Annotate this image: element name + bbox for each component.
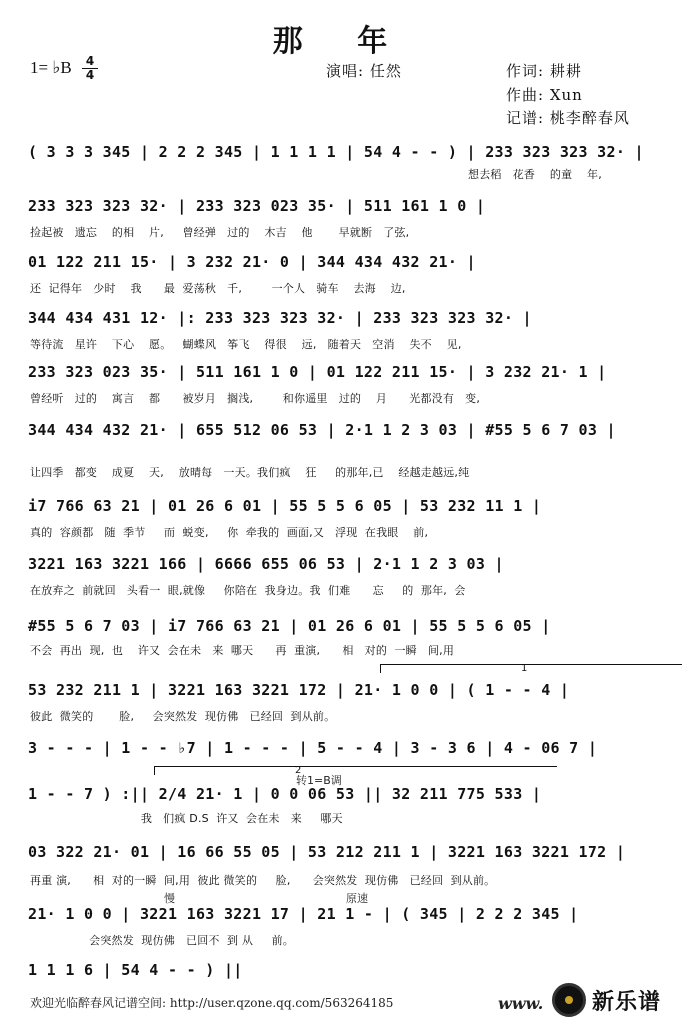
slow-tempo-marker: 慢 (164, 892, 175, 905)
lyric-line: 再重 演, 相 对的一瞬 间,用 彼此 微笑的 脸, 会突然发 现仿佛 已经回 到从前。 (30, 874, 496, 887)
score-row (28, 142, 654, 181)
transcriber-credit: 记谱: 桃李醉春风 (506, 109, 630, 127)
singer-credit: 演唱: 任然 (326, 62, 402, 80)
original-tempo-marker: 原速 (346, 892, 368, 905)
lyric-line: 在放弃之 前就回 头看一 眼,就像 你陪在 我身边。我 们难 忘 的 那年, 会 (30, 584, 466, 597)
music-disc-icon (552, 983, 586, 1017)
lyric-line: 让四季 都变 成夏 天, 放晴每 一天。我们疯 狂 的那年,已 经越走越远,纯 (30, 466, 470, 479)
score-row (28, 420, 654, 479)
footer-www: www. (498, 994, 544, 1013)
site-logo (552, 982, 676, 1018)
song-title: 那 年 (272, 24, 410, 59)
score-row (28, 252, 654, 295)
meter-bottom: 4 (85, 68, 95, 82)
notation-line: 233 323 023 35· | 511 161 1 0 | 01 122 211 15· | 3 232 21· 1 | (28, 363, 607, 381)
score-row (28, 680, 654, 723)
notation-line: #55 5 6 7 03 | i7 766 63 21 | 01 26 6 01 | 55 5 5 6 05 | (28, 617, 551, 635)
notation-line: 03 322 21· 01 | 16 66 55 05 | 53 212 211 1 | 3221 163 3221 172 | (28, 843, 626, 861)
notation-line: 21· 1 0 0 | 3221 163 3221 17 | 21 1 - | ( 345 | 2 2 2 345 | (28, 905, 579, 923)
notation-line: 53 232 211 1 | 3221 163 3221 172 | 21· 1 0 0 | ( 1 - - 4 | (28, 681, 570, 699)
notation-line: 233 323 323 32· | 233 323 023 35· | 511 161 1 0 | (28, 197, 486, 215)
lyric-line: 还 记得年 少时 我 最 爱荡秋 千, 一个人 骑车 去海 边, (30, 282, 406, 295)
key-signature: 1= ♭B (30, 58, 72, 77)
notation-line: 1 1 1 6 | 54 4 - - ) || (28, 961, 243, 979)
volta-2-label: 2 (295, 765, 302, 776)
score-row (28, 554, 654, 597)
lyric-line: 真的 容颜都 随 季节 而 蜕变, 你 牵我的 画面,又 浮现 在我眼 前, (30, 526, 429, 539)
lyric-line: 等待流 星许 下心 愿。 蝴蝶风 筝飞 得很 远, 随着天 空消 失不 见, (30, 338, 462, 351)
score-row (28, 842, 654, 887)
score-row (28, 308, 654, 351)
score-row (28, 738, 654, 762)
notation-line: 3 - - - | 1 - - ♭7 | 1 - - - | 5 - - 4 | 3 - 3 6 | 4 - 06 7 | (28, 739, 598, 757)
notation-line: 344 434 431 12· |: 233 323 323 32· | 233 323 323 32· | (28, 309, 532, 327)
score-row (28, 496, 654, 539)
volta-bracket-2 (154, 766, 557, 775)
notation-line: 344 434 432 21· | 655 512 06 53 | 2·1 1 2 3 03 | #55 5 6 7 03 | (28, 421, 616, 439)
lyric-line: 曾经听 过的 寓言 都 被岁月 搁浅, 和你遥里 过的 月 光都没有 变, (30, 392, 481, 405)
lyric-line: 想去稻 花香 的童 年, (468, 168, 602, 181)
notation-line: i7 766 63 21 | 01 26 6 01 | 55 5 5 6 05 | 53 232 11 1 | (28, 497, 542, 515)
lyric-line: 不会 再出 现, 也 许又 会在未 来 哪天 再 重演, 相 对的 一瞬 间,用 (30, 644, 455, 657)
lyric-line: 会突然发 现仿佛 已回不 到 从 前。 (30, 934, 294, 947)
notation-line: 01 122 211 15· | 3 232 21· 0 | 344 434 432 21· | (28, 253, 476, 271)
lyric-line: 我 们疯 D.S 许又 会在未 来 哪天 (30, 812, 343, 825)
score-row (28, 616, 654, 657)
volta-1-label: 1 (521, 663, 528, 674)
score-row (28, 784, 654, 825)
notation-line: ( 3 3 3 345 | 2 2 2 345 | 1 1 1 1 | 54 4 - - ) | 233 323 323 32· | (28, 143, 644, 161)
notation-line: 1 - - 7 ) :|| 2/4 21· 1 | 0 0 06 53 || 32 211 775 533 | (28, 785, 542, 803)
notation-line: 3221 163 3221 166 | 6666 655 06 53 | 2·1 1 2 3 03 | (28, 555, 504, 573)
time-signature (82, 56, 98, 81)
lyric-line: 彼此 微笑的 脸, 会突然发 现仿佛 已经回 到从前。 (30, 710, 336, 723)
meter-top: 4 (85, 54, 95, 68)
logo-text: 新乐谱 (592, 989, 662, 1015)
score-row (28, 960, 654, 984)
score-row (28, 362, 654, 405)
volta-bracket-1 (380, 664, 682, 673)
lyricist-credit: 作词: 耕耕 (506, 62, 582, 80)
score-row (28, 196, 654, 239)
lyric-line: 捡起被 遗忘 的相 片, 曾经弹 过的 木吉 他 早就断 了弦, (30, 226, 410, 239)
score-row (28, 904, 654, 947)
modulation-marker: 转1=B调 (296, 774, 342, 787)
footer-credit: 欢迎光临醉春风记谱空间: http://user.qzone.qq.com/563264185 (30, 996, 394, 1010)
composer-credit: 作曲: Xun (506, 86, 583, 104)
